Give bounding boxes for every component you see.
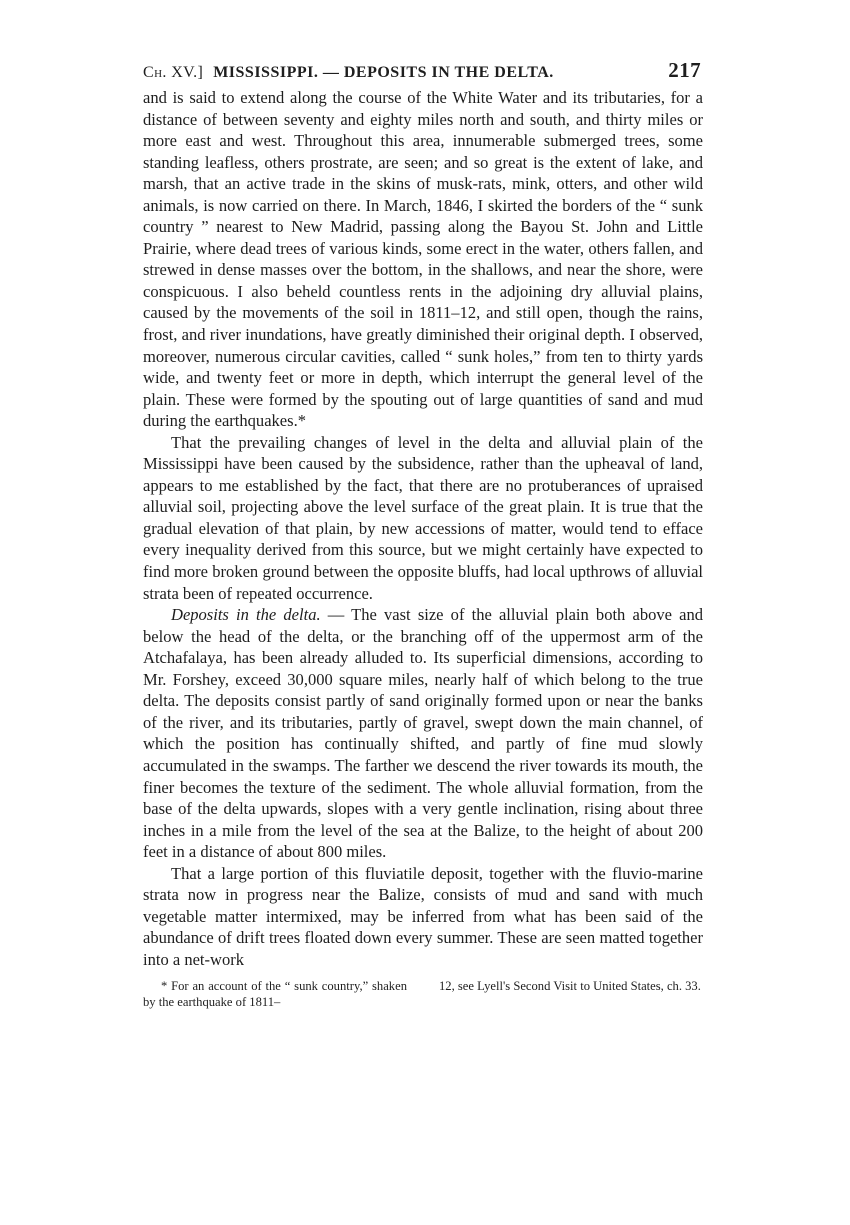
running-title: MISSISSIPPI. — DEPOSITS IN THE DELTA. [213,64,554,81]
chapter-label: Ch. XV.] [143,64,204,81]
header-left [143,64,554,82]
paragraph-2-text: That the prevailing changes of level in the delta and alluvial plain of the Mississippi have been caused by the subsidence, rather than the upheaval of land, appears to me established by the fact, that there are no protuberances of upraised alluvial soil, projecting above the level surface of the great plain. It is true that the gradual elevation of that plain, by new accessions of matter, would tend to efface every inequality derived from this source, but we might certainly have expected to find more broken ground between the opposite bluffs, had local upthrows of alluvial strata been of repeated occurrence. [143,432,703,603]
section-heading-deposits: Deposits in the delta. [171,605,321,625]
footnote-column-2: 12, see Lyell's Second Visit to United States, ch. 33. [439,979,701,994]
paragraph-4-text: That a large portion of this fluviatile deposit, together with the fluvio-marine strata now in progress near the Balize, consists of mud and sand with much vegetable matter intermixed, may be inferred from what has been said of the abundance of drift trees floated down every summer. These are seen matted together into a net-work [143,863,703,969]
footnote [143,978,703,1010]
paragraph-3 [143,604,703,863]
body-text [143,87,703,970]
paragraph-1 [143,87,703,432]
page-number: 217 [668,58,701,82]
paragraph-2 [143,432,703,604]
paragraph-1-text: and is said to extend along the course of the White Water and its tributaries, for a distance of between seventy and eighty miles north and south, and thirty miles or more east and west. Throughout this area, innumerable submerged trees, some standing leafless, others prostrate, are seen; and so great is the extent of lake, and marsh, that an active trade in the skins of musk-rats, mink, otters, and other wild animals, is now carried on there. In March, 1846, I skirted the borders of the “ sunk country ” nearest to New Madrid, passing along the Bayou St. John and Little Prairie, where dead trees of various kinds, some erect in the water, others fallen, and strewed in dense masses over the bottom, in the shallows, and near the shore, were conspicuous. I also beheld countless rents in the adjoining dry alluvial plains, caused by the movements of the soil in 1811–12, and still open, though the rains, frost, and river inundations, have greatly diminished their original depth. I observed, moreover, numerous circular cavities, called “ sunk holes,” from ten to thirty yards wide, and twenty feet or more in depth, which interrupt the general level of the plain. These were formed by the spouting out of large quantities of sand and mud during the earthquakes.* [143,88,703,431]
paragraph-4 [143,863,703,971]
running-header [143,58,703,83]
paragraph-3-text: — The vast size of the alluvial plain both above and below the head of the delta, or the branching off of the uppermost arm of the Atchafalaya, has been already alluded to. Its superficial dimensions, according to Mr. Forshey, exceed 30,000 square miles, nearly half of which belong to the true delta. The deposits consist partly of sand originally formed upon or near the banks of the river, and its tributaries, partly of gravel, swept down the main channel, of which the position has continually shifted, and partly of fine mud slowly accumulated in the swamps. The farther we descend the river towards its mouth, the finer becomes the texture of the sediment. The whole alluvial formation, from the base of the delta upwards, slopes with a very gentle inclination, rising about three inches in a mile from the level of the sea at the Balize, to the height of about 200 feet in a distance of about 800 miles. [143,605,703,862]
book-page [143,58,703,1168]
footnote-column-1: * For an account of the “ sunk country,” shaken by the earthquake of 1811– [143,979,407,1010]
